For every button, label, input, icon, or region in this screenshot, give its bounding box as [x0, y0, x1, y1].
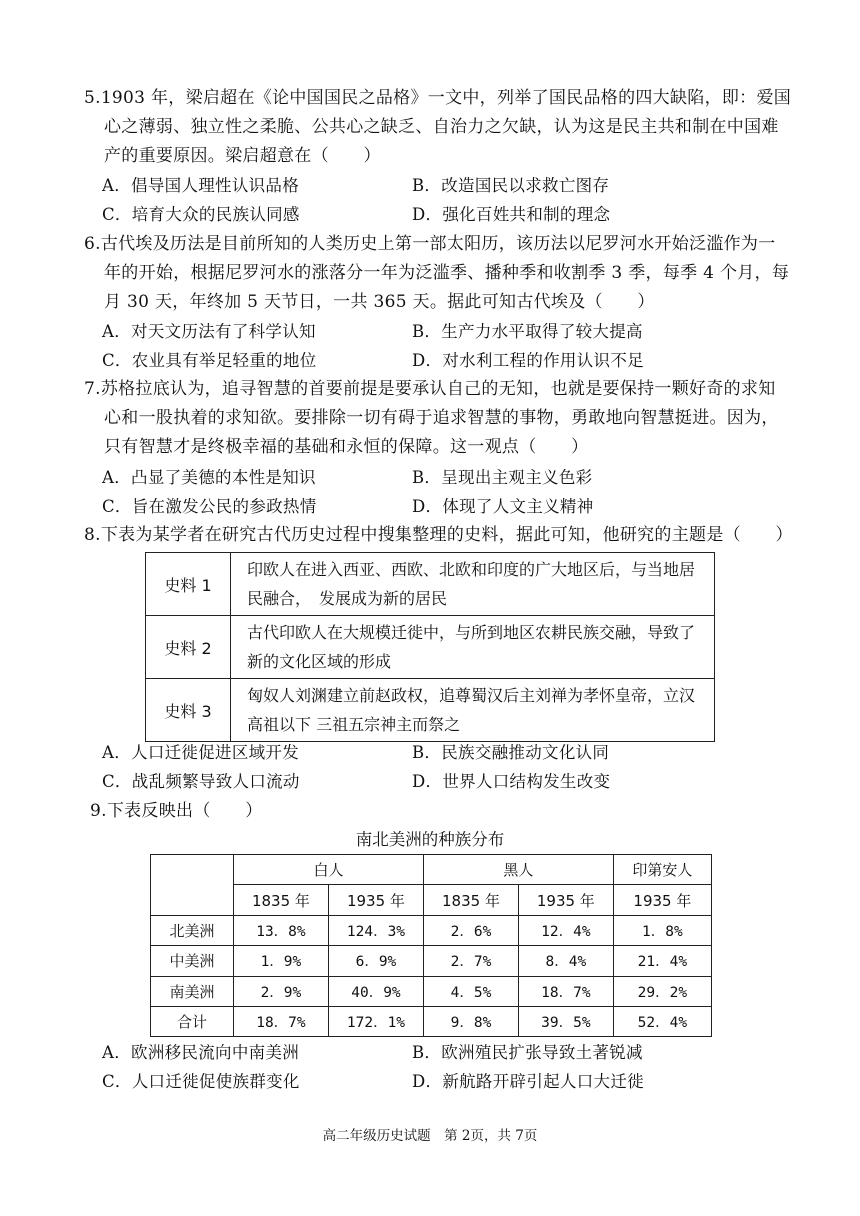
value-cell: 18．7% [518, 976, 613, 1006]
region-cell: 南美洲 [151, 976, 234, 1006]
table-header-row [151, 855, 712, 885]
value-cell: 2．6% [424, 915, 519, 945]
table-row [146, 616, 715, 679]
q5-option-d: D．强化百姓共和制的理念 [412, 205, 611, 224]
q5-option-a: A．倡导国人理性认识品格 [102, 176, 300, 195]
value-cell: 4．5% [424, 976, 519, 1006]
table-row [151, 915, 712, 945]
value-cell: 18．7% [234, 1006, 329, 1036]
q5-option-c: C．培育大众的民族认同感 [102, 205, 300, 224]
year-header: 1835 年 [424, 885, 519, 915]
q9-stem: 9.下表反映出（ ） [90, 801, 263, 821]
q6-stem-line-3: 月 30 天，年终加 5 天节日，一共 365 天。据此可知古代埃及（ ） [104, 292, 655, 312]
year-header: 1835 年 [234, 885, 329, 915]
table-row [146, 553, 715, 616]
table-row [146, 679, 715, 742]
historical-sources-table [145, 552, 715, 742]
region-cell: 北美洲 [151, 915, 234, 945]
group-header-black: 黑人 [424, 855, 614, 885]
source-text: 印欧人在进入西亚、西欧、北欧和印度的广大地区后，与当地居民融合， 发展成为新的居民 [231, 553, 715, 616]
value-cell: 52．4% [613, 1006, 711, 1036]
q5-stem-line-3: 产的重要原因。梁启超意在（ ） [104, 146, 381, 166]
q9-option-c: C．人口迁徙促使族群变化 [102, 1072, 300, 1091]
q6-option-a: A．对天文历法有了科学认知 [102, 322, 316, 341]
group-header-white: 白人 [234, 855, 424, 885]
value-cell: 13．8% [234, 915, 329, 945]
q9-option-b: B．欧洲殖民扩张导致土著锐减 [412, 1043, 643, 1062]
year-header: 1935 年 [613, 885, 711, 915]
value-cell: 12．4% [518, 915, 613, 945]
q5-stem-line-1: 5.1903 年，梁启超在《论中国国民之品格》一文中，列举了国民品格的四大缺陷，即：爱国 [84, 88, 792, 108]
q7-option-d: D．体现了人文主义精神 [412, 497, 594, 516]
page-footer: 高二年级历史试题 第 2页，共 7页 [322, 1128, 538, 1144]
value-cell: 9．8% [424, 1006, 519, 1036]
q7-option-a: A．凸显了美德的本性是知识 [102, 468, 316, 487]
table-header-row [151, 885, 712, 915]
q6-option-b: B．生产力水平取得了较大提高 [412, 322, 643, 341]
q8-option-a: A．人口迁徙促进区域开发 [102, 743, 300, 762]
value-cell: 40．9% [328, 976, 423, 1006]
group-header-indian: 印第安人 [613, 855, 711, 885]
q6-stem-line-2: 年的开始，根据尼罗河水的涨落分一年为泛滥季、播种季和收割季 3 季，每季 4 个月，每 [104, 263, 790, 283]
region-cell: 中美洲 [151, 946, 234, 976]
q8-option-c: C．战乱频繁导致人口流动 [102, 772, 300, 791]
value-cell: 124．3% [328, 915, 423, 945]
value-cell: 21．4% [613, 946, 711, 976]
value-cell: 172．1% [328, 1006, 423, 1036]
value-cell: 1．9% [234, 946, 329, 976]
source-label: 史料 2 [146, 616, 231, 679]
q5-stem-line-2: 心之薄弱、独立性之柔脆、公共心之缺乏、自治力之欠缺，认为这是民主共和制在中国难 [104, 117, 779, 137]
table-corner-cell [151, 855, 234, 916]
source-label: 史料 3 [146, 679, 231, 742]
year-header: 1935 年 [328, 885, 423, 915]
table-caption: 南北美洲的种族分布 [355, 830, 505, 849]
q9-option-d: D．新航路开辟引起人口大迁徙 [412, 1072, 644, 1091]
value-cell: 2．7% [424, 946, 519, 976]
table-row [151, 976, 712, 1006]
q7-stem-line-1: 7.苏格拉底认为，追寻智慧的首要前提是要承认自己的无知，也就是要保持一颗好奇的求知 [84, 379, 776, 399]
q7-option-c: C．旨在激发公民的参政热情 [102, 497, 317, 516]
value-cell: 8．4% [518, 946, 613, 976]
value-cell: 2．9% [234, 976, 329, 1006]
year-header: 1935 年 [518, 885, 613, 915]
value-cell: 6．9% [328, 946, 423, 976]
region-cell: 合计 [151, 1006, 234, 1036]
q6-stem-line-1: 6.古代埃及历法是目前所知的人类历史上第一部太阳历，该历法以尼罗河水开始泛滥作为一 [84, 234, 776, 254]
q7-stem-line-2: 心和一股执着的求知欲。要排除一切有碍于追求智慧的事物，勇敢地向智慧挺进。因为， [104, 408, 779, 428]
q7-option-b: B．呈现出主观主义色彩 [412, 468, 593, 487]
table-row [151, 1006, 712, 1036]
source-label: 史料 1 [146, 553, 231, 616]
q5-option-b: B．改造国民以求救亡图存 [412, 176, 610, 195]
source-text: 古代印欧人在大规模迁徙中，与所到地区农耕民族交融，导致了新的文化区域的形成 [231, 616, 715, 679]
q9-option-a: A．欧洲移民流向中南美洲 [102, 1043, 300, 1062]
q8-option-d: D．世界人口结构发生改变 [412, 772, 611, 791]
source-text: 匈奴人刘渊建立前赵政权，追尊蜀汉后主刘禅为孝怀皇帝，立汉高祖以下 三祖五宗神主而祭之 [231, 679, 715, 742]
q7-stem-line-3: 只有智慧才是终极幸福的基础和永恒的保障。这一观点（ ） [104, 437, 589, 457]
q8-stem: 8.下表为某学者在研究古代历史过程中搜集整理的史料，据此可知，他研究的主题是（ ） [84, 525, 793, 545]
population-table [150, 854, 712, 1037]
q6-option-d: D．对水利工程的作用认识不足 [412, 351, 644, 370]
value-cell: 39．5% [518, 1006, 613, 1036]
value-cell: 1．8% [613, 915, 711, 945]
q6-option-c: C．农业具有举足轻重的地位 [102, 351, 317, 370]
q8-option-b: B．民族交融推动文化认同 [412, 743, 610, 762]
value-cell: 29．2% [613, 976, 711, 1006]
table-row [151, 946, 712, 976]
